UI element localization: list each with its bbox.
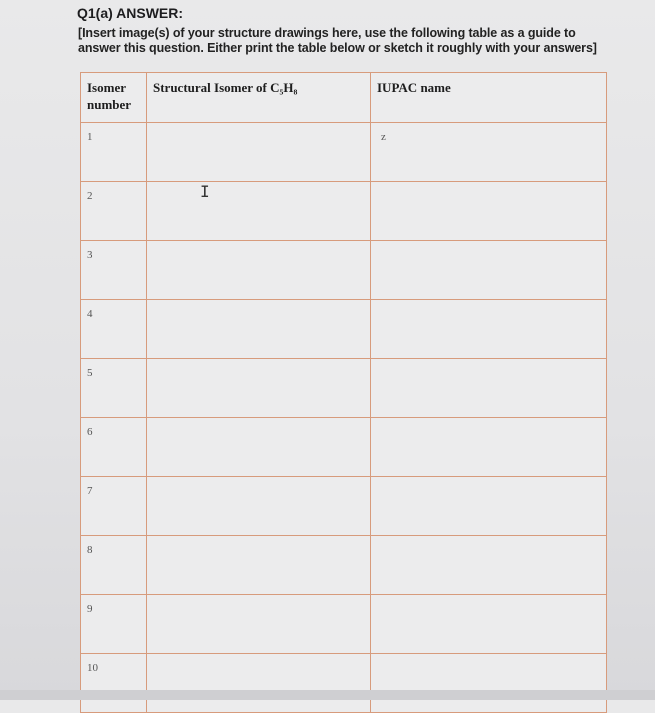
header-structural-isomer: Structural Isomer of C₅H₈ bbox=[147, 73, 371, 123]
iupac-name-cell[interactable] bbox=[371, 536, 607, 595]
table-row bbox=[81, 123, 607, 182]
isomer-number-cell: 8 bbox=[81, 536, 147, 595]
table-row bbox=[81, 477, 607, 536]
iupac-name-cell[interactable]: z bbox=[371, 123, 607, 182]
isomer-number-cell: 4 bbox=[81, 300, 147, 359]
iupac-name-cell[interactable] bbox=[371, 654, 607, 713]
table-row bbox=[81, 241, 607, 300]
isomer-number-cell: 7 bbox=[81, 477, 147, 536]
answer-table bbox=[80, 72, 607, 713]
iupac-name-cell[interactable] bbox=[371, 300, 607, 359]
header-iupac-name: IUPAC name bbox=[371, 73, 607, 123]
structural-isomer-cell[interactable] bbox=[147, 418, 371, 477]
structural-isomer-cell[interactable] bbox=[147, 241, 371, 300]
question-title: Q1(a) ANSWER: bbox=[77, 5, 184, 21]
isomer-number-cell: 2 bbox=[81, 182, 147, 241]
isomer-number-cell: 1 bbox=[81, 123, 147, 182]
header-isomer-number: Isomer number bbox=[81, 73, 147, 123]
iupac-name-cell[interactable] bbox=[371, 477, 607, 536]
table-row bbox=[81, 359, 607, 418]
structural-isomer-cell[interactable] bbox=[147, 536, 371, 595]
isomer-number-cell: 9 bbox=[81, 595, 147, 654]
instructions-text: [Insert image(s) of your structure drawings here, use the following table as a guide to answer this question. Either print the table below or sketch it roughly with your answers] bbox=[78, 26, 597, 55]
table-row bbox=[81, 595, 607, 654]
structural-isomer-cell[interactable] bbox=[147, 182, 371, 241]
structural-isomer-cell[interactable] bbox=[147, 477, 371, 536]
table-row bbox=[81, 536, 607, 595]
table-row bbox=[81, 182, 607, 241]
isomer-number-cell: 3 bbox=[81, 241, 147, 300]
table-row bbox=[81, 654, 607, 713]
table-row bbox=[81, 418, 607, 477]
iupac-name-cell[interactable] bbox=[371, 241, 607, 300]
iupac-name-cell[interactable] bbox=[371, 418, 607, 477]
iupac-name-cell[interactable] bbox=[371, 595, 607, 654]
isomer-number-cell: 10 bbox=[81, 654, 147, 713]
isomer-number-cell: 6 bbox=[81, 418, 147, 477]
structural-isomer-cell[interactable] bbox=[147, 654, 371, 713]
structural-isomer-cell[interactable] bbox=[147, 595, 371, 654]
table-header-row bbox=[81, 73, 607, 123]
table-row bbox=[81, 300, 607, 359]
structural-isomer-cell[interactable] bbox=[147, 359, 371, 418]
page-bottom-edge bbox=[0, 690, 655, 700]
iupac-name-cell[interactable] bbox=[371, 182, 607, 241]
isomer-number-cell: 5 bbox=[81, 359, 147, 418]
structural-isomer-cell[interactable] bbox=[147, 123, 371, 182]
iupac-name-cell[interactable] bbox=[371, 359, 607, 418]
text-cursor-icon: I bbox=[200, 182, 210, 201]
table-body bbox=[81, 123, 607, 713]
structural-isomer-cell[interactable] bbox=[147, 300, 371, 359]
